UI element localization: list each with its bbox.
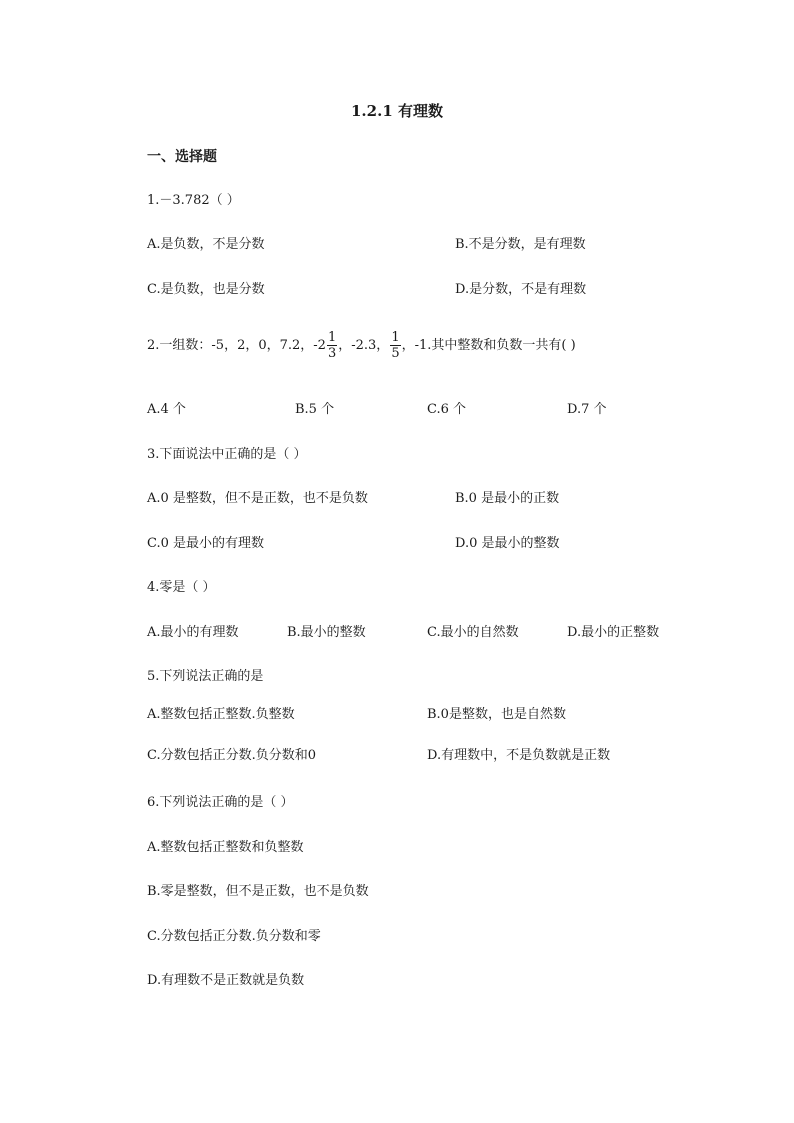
question-4-option-b: B.最小的整数 [287,625,366,640]
question-6-option-a: A.整数包括正整数和负整数 [147,840,304,855]
question-6-option-c: C.分数包括正分数.负分数和零 [147,929,321,944]
question-4-option-a: A.最小的有理数 [147,625,239,640]
question-1-option-d: D.是分数，不是有理数 [455,282,587,297]
question-2-stem [147,330,576,361]
question-6-stem: 6.下列说法正确的是（ ） [147,795,294,810]
fraction-denominator: 3 [327,346,337,361]
question-2-stem-start: 2.一组数：-5，2，0，7.2，-2 [147,338,326,353]
question-3-option-a: A.0 是整数，但不是正数，也不是负数 [147,491,368,506]
question-3-option-c: C.0 是最小的有理数 [147,536,265,551]
question-2-option-c: C.6 个 [427,402,467,417]
question-1-option-b: B.不是分数，是有理数 [455,237,586,252]
question-4-stem: 4.零是（ ） [147,580,216,595]
question-3-option-b: B.0 是最小的正数 [455,491,560,506]
section-heading: 一、选择题 [147,149,217,165]
question-6-option-b: B.零是整数，但不是正数，也不是负数 [147,884,369,899]
question-2-stem-end: ，-1.其中整数和负数一共有( ) [401,338,576,353]
page-title: 1.2.1 有理数 [351,102,443,120]
fraction-numerator: 1 [327,330,337,345]
question-3-stem: 3.下面说法中正确的是（ ） [147,447,307,462]
question-4-option-d: D.最小的正整数 [567,625,660,640]
question-5-option-b: B.0是整数，也是自然数 [427,707,566,722]
question-3-option-d: D.0 是最小的整数 [455,536,560,551]
question-2-option-a: A.4 个 [147,402,186,417]
fraction-numerator: 1 [391,330,400,345]
fraction-one-third [327,330,337,361]
question-1-stem: 1.－3.782（ ） [147,193,240,208]
question-5-stem: 5.下列说法正确的是 [147,669,264,684]
question-2-stem-middle: ，-2.3， [338,338,390,353]
question-1-option-a: A.是负数，不是分数 [147,237,265,252]
question-6-option-d: D.有理数不是正数就是负数 [147,973,305,988]
question-4-option-c: C.最小的自然数 [427,625,519,640]
question-5-option-a: A.整数包括正整数.负整数 [147,707,295,722]
fraction-denominator: 5 [391,346,400,361]
fraction-one-fifth [390,330,400,361]
question-1-option-c: C.是负数，也是分数 [147,282,265,297]
question-2-option-d: D.7 个 [567,402,607,417]
question-5-option-c: C.分数包括正分数.负分数和0 [147,748,317,763]
question-2-option-b: B.5 个 [295,402,335,417]
question-5-option-d: D.有理数中，不是负数就是正数 [427,748,611,763]
